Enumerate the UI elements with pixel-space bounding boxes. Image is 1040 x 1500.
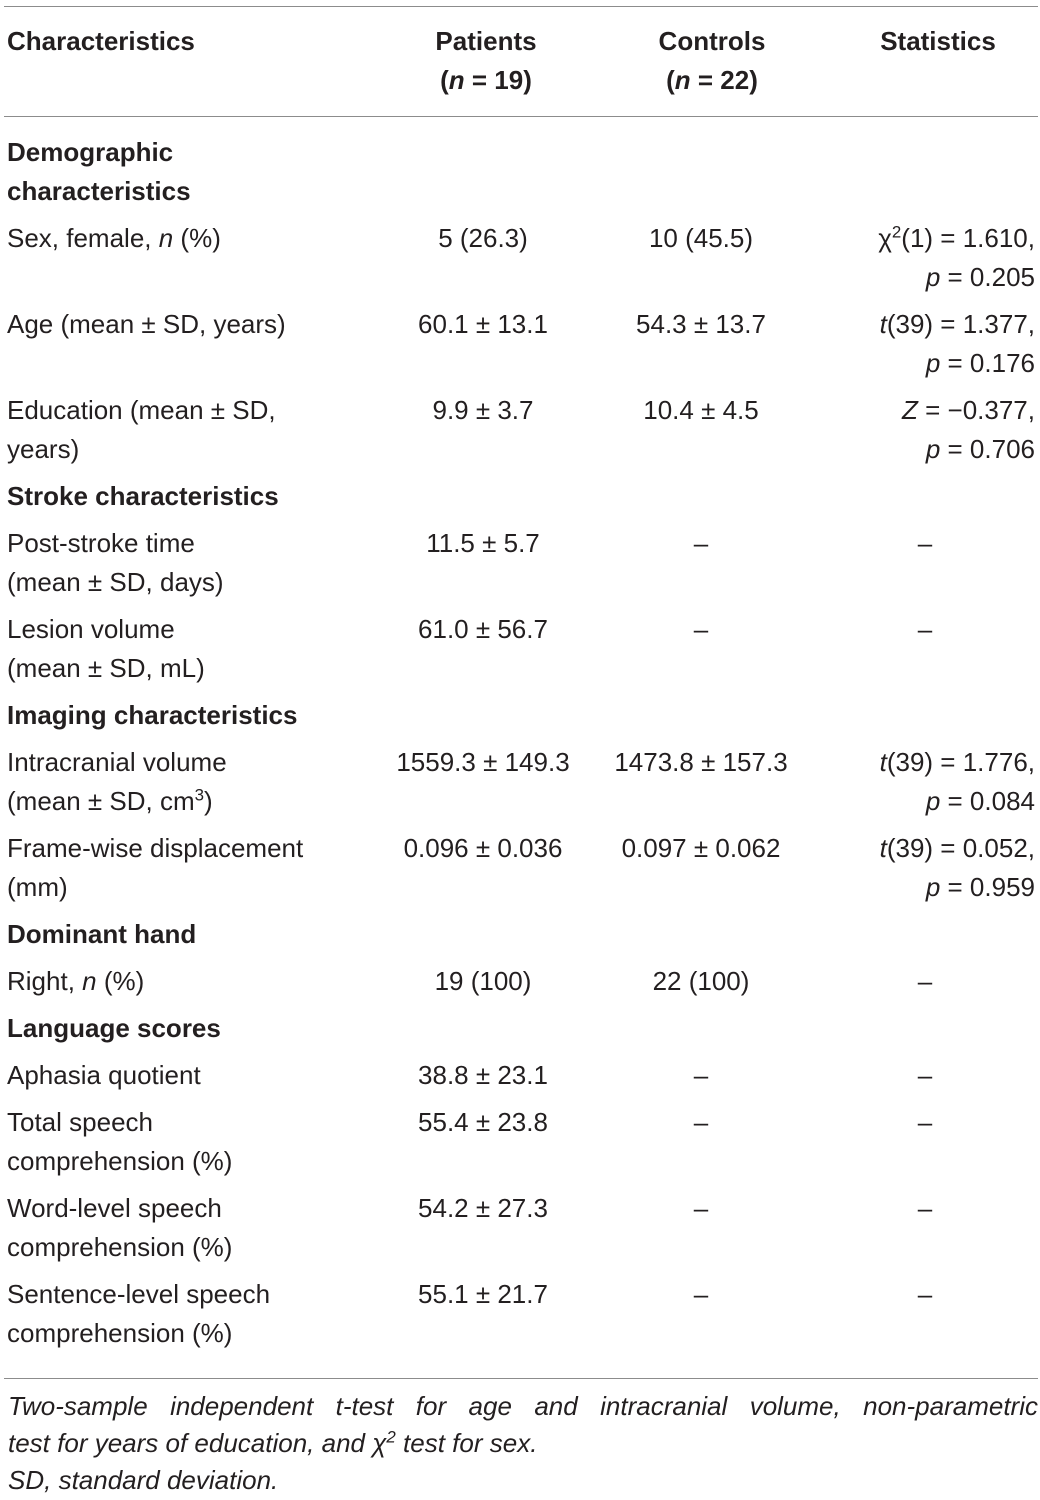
row-label: Intracranial volume (mean ± SD, $cm^3$) — [7, 747, 227, 816]
controls-value: 0.097 ± 0.062 — [621, 833, 781, 863]
table-row — [4, 219, 1038, 305]
header-controls-n: (n = 22) — [666, 65, 758, 95]
patients-value: 55.1 ± 21.7 — [418, 1279, 548, 1309]
section-row — [4, 696, 1038, 743]
header-controls — [608, 22, 816, 100]
row-label: Frame-wise displacement (mm) — [7, 833, 304, 902]
statistics-value: – — [917, 614, 933, 644]
statistics-value: – — [917, 1193, 933, 1223]
patients-value: 61.0 ± 56.7 — [418, 614, 548, 644]
patients-value: 0.096 ± 0.036 — [403, 833, 563, 863]
statistics-value: t(39) = 1.377, p = 0.176 — [879, 309, 1035, 378]
table-row — [4, 1275, 1038, 1361]
section-row — [4, 1009, 1038, 1056]
section-title: Imaging characteristics — [7, 700, 298, 730]
statistics-value: t(39) = 0.052, p = 0.959 — [879, 833, 1035, 902]
controls-value: 10.4 ± 4.5 — [643, 395, 759, 425]
patients-value: 1559.3 ± 149.3 — [396, 747, 570, 777]
footnote-line-2: test for years of education, and $\chi^2$ test for sex. — [8, 1427, 538, 1458]
statistics-value: $\chi^2(1) = 1.610$, p = 0.205 — [878, 222, 1035, 292]
table-header-rule — [4, 116, 1038, 117]
row-label: Post-stroke time (mean ± SD, days) — [7, 528, 224, 597]
row-label: Total speech comprehension (%) — [7, 1107, 233, 1176]
header-controls-label: Controls — [658, 26, 766, 56]
statistics-value: – — [917, 528, 933, 558]
controls-value: – — [693, 1107, 709, 1137]
table-row — [4, 1056, 1038, 1103]
row-label: Word-level speech comprehension (%) — [7, 1193, 233, 1262]
statistics-value: – — [917, 966, 933, 996]
row-label: Sex, female, n (%) — [7, 223, 221, 253]
row-label: Aphasia quotient — [7, 1060, 201, 1090]
table-top-rule — [4, 6, 1038, 7]
controls-value: – — [693, 1279, 709, 1309]
controls-value: – — [693, 1193, 709, 1223]
row-label: Lesion volume (mean ± SD, mL) — [7, 614, 205, 683]
footnote-line-3: SD, standard deviation. — [8, 1465, 279, 1495]
controls-value: 10 (45.5) — [648, 223, 754, 253]
statistics-value: Z = −0.377, p = 0.706 — [902, 395, 1035, 464]
section-title: Language scores — [7, 1013, 221, 1043]
section-title: Dominant hand — [7, 919, 197, 949]
header-patients — [382, 22, 590, 100]
table-row — [4, 743, 1038, 829]
statistics-value: – — [917, 1107, 933, 1137]
table-row — [4, 305, 1038, 391]
patients-value: 11.5 ± 5.7 — [426, 528, 540, 558]
section-row — [4, 133, 1038, 219]
statistics-value: – — [917, 1279, 933, 1309]
header-characteristics: Characteristics — [7, 26, 195, 56]
statistics-value: – — [917, 1060, 933, 1090]
controls-value: 1473.8 ± 157.3 — [614, 747, 788, 777]
patients-value: 9.9 ± 3.7 — [432, 395, 534, 425]
patients-value: 38.8 ± 23.1 — [418, 1060, 548, 1090]
section-title: Stroke characteristics — [7, 481, 279, 511]
section-title: Demographic characteristics — [7, 137, 191, 206]
header-patients-label: Patients — [435, 26, 537, 56]
controls-value: – — [693, 528, 709, 558]
statistics-value: t(39) = 1.776, p = 0.084 — [879, 747, 1035, 816]
patients-value: 19 (100) — [434, 966, 532, 996]
row-label: Sentence-level speech comprehension (%) — [7, 1279, 271, 1348]
patients-value: 54.2 ± 27.3 — [418, 1193, 548, 1223]
controls-value: – — [693, 1060, 709, 1090]
table-row — [4, 1103, 1038, 1189]
table-body — [4, 133, 1038, 1361]
row-label: Right, n (%) — [7, 966, 145, 996]
patients-value: 5 (26.3) — [438, 223, 528, 253]
row-label: Education (mean ± SD, years) — [7, 395, 276, 464]
patients-value: 60.1 ± 13.1 — [418, 309, 548, 339]
patients-value: 55.4 ± 23.8 — [418, 1107, 548, 1137]
row-label: Age (mean ± SD, years) — [7, 309, 286, 339]
header-statistics: Statistics — [880, 26, 996, 56]
controls-value: 22 (100) — [652, 966, 750, 996]
table-bottom-rule — [4, 1378, 1038, 1379]
table-row — [4, 829, 1038, 915]
controls-value: 54.3 ± 13.7 — [636, 309, 766, 339]
table-footnote — [8, 1388, 1038, 1499]
table-row — [4, 524, 1038, 610]
footnote-line-1: Two-sample independent t-test for age and intracranial volume, non-parametric — [8, 1391, 1038, 1421]
table-row — [4, 391, 1038, 477]
section-row — [4, 477, 1038, 524]
table-row — [4, 962, 1038, 1009]
table-row — [4, 1189, 1038, 1275]
table-row — [4, 610, 1038, 696]
section-row — [4, 915, 1038, 962]
header-patients-n: (n = 19) — [440, 65, 532, 95]
controls-value: – — [693, 614, 709, 644]
